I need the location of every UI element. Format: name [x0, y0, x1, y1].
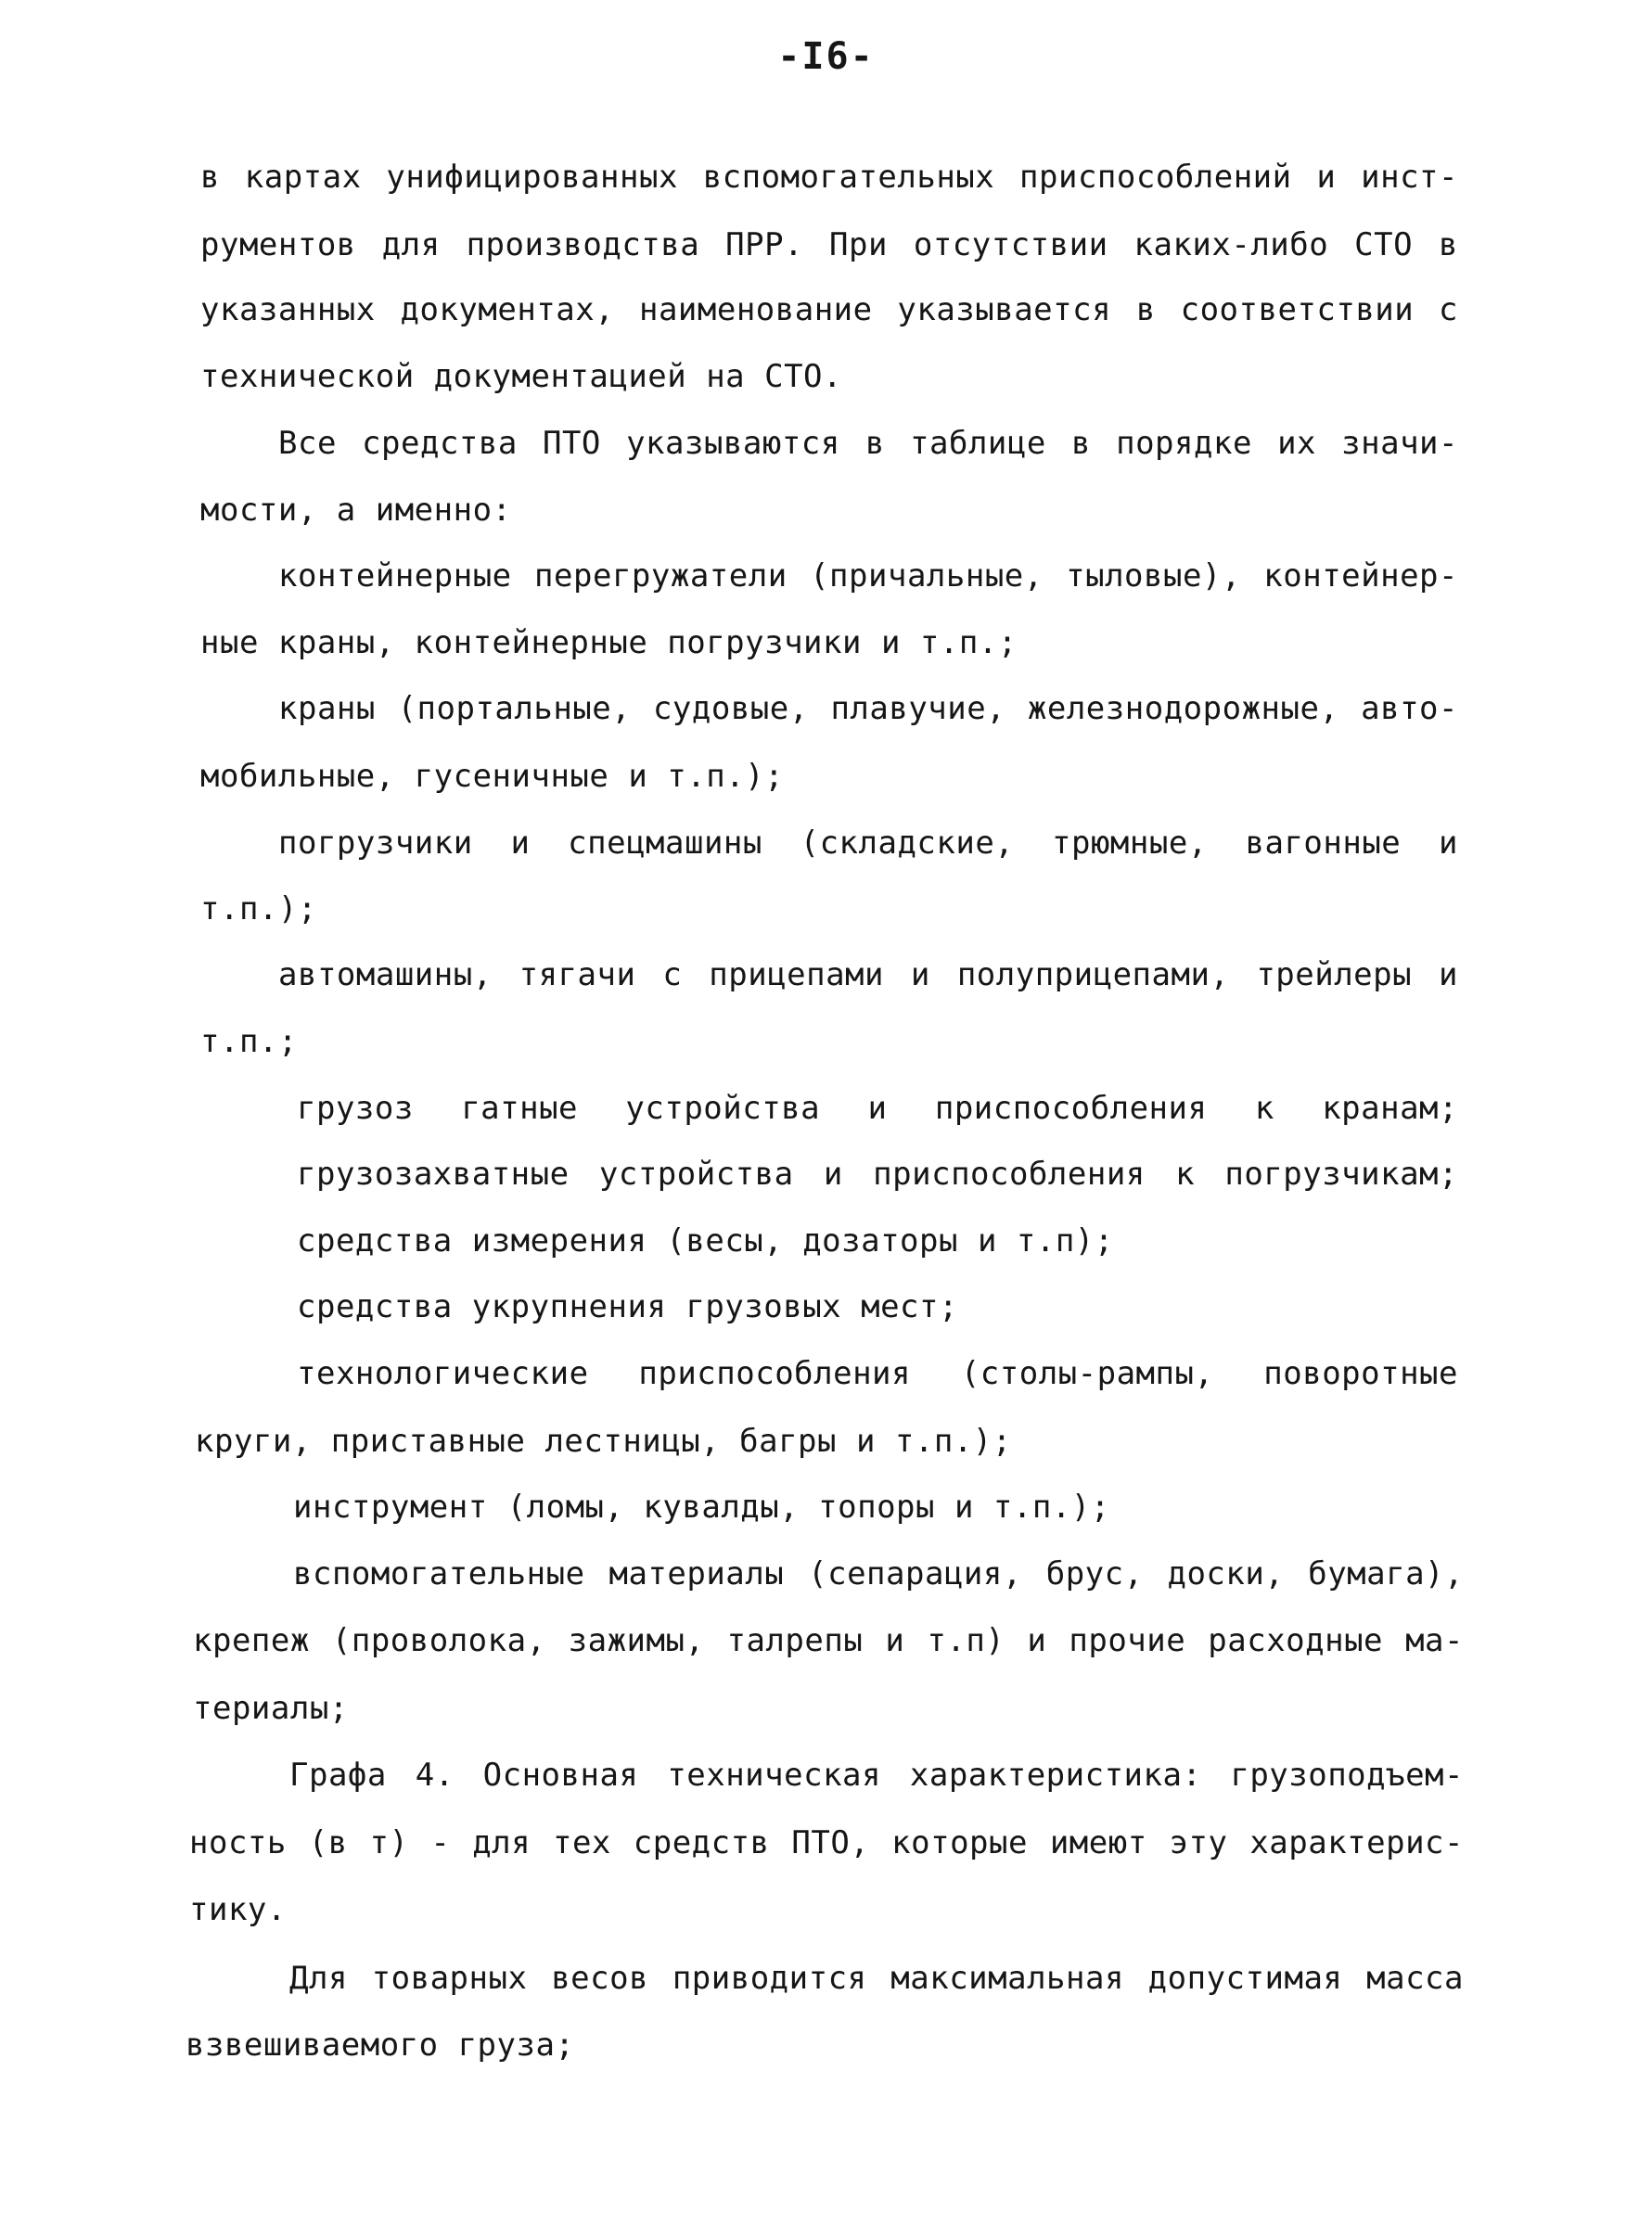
text-line-18: средства укрупнения грузовых мест; — [297, 1288, 958, 1325]
text-line-11: погрузчики и спецмашины (складские, трюмные, вагонные и — [278, 825, 1458, 862]
text-line-3: указанных документах, наименование указывается в соответствии с — [200, 291, 1458, 328]
text-line-1: в картах унифицированных вспомогательных приспособлений и инст- — [200, 159, 1458, 196]
page-number: -I6- — [777, 35, 875, 78]
text-line-20: круги, приставные лестницы, багры и т.п.); — [195, 1423, 1012, 1460]
text-line-26: ность (в т) - для тех средств ПТО, которые имеют эту характерис- — [189, 1824, 1464, 1861]
text-line-10: мобильные, гусеничные и т.п.); — [200, 758, 785, 795]
text-line-27: тику. — [189, 1891, 287, 1928]
text-line-17: средства измерения (весы, дозаторы и т.п); — [297, 1222, 1114, 1260]
text-line-29: взвешиваемого груза; — [186, 2027, 575, 2064]
text-line-12: т.п.); — [200, 890, 317, 927]
text-line-19: технологические приспособления (столы-рампы, поворотные — [297, 1355, 1458, 1392]
text-line-8: ные краны, контейнерные погрузчики и т.п.; — [200, 624, 1018, 661]
text-line-14: т.п.; — [200, 1023, 298, 1060]
text-line-16: грузозахватные устройства и приспособления к погрузчикам; — [297, 1156, 1458, 1193]
text-line-13: автомашины, тягачи с прицепами и полуприцепами, трейлеры и — [278, 956, 1458, 993]
text-line-6: мости, а именно: — [200, 492, 512, 529]
text-line-24: териалы; — [193, 1690, 349, 1727]
text-line-22: вспомогательные материалы (сепарация, брус, доски, бумага), — [293, 1555, 1464, 1592]
text-line-23: крепеж (проволока, зажимы, талрепы и т.п) и прочие расходные ма- — [193, 1622, 1464, 1659]
text-line-7: контейнерные перегружатели (причальные, тыловые), контейнер- — [278, 557, 1458, 595]
text-line-28: Для товарных весов приводится максимальная допустимая масса — [289, 1960, 1464, 1997]
text-line-21: инструмент (ломы, кувалды, топоры и т.п.); — [293, 1489, 1110, 1526]
text-line-2: рументов для производства ПРР. При отсутствии каких-либо СТО в — [200, 226, 1458, 263]
text-line-25: Графа 4. Основная техническая характеристика: грузоподъем- — [289, 1757, 1464, 1794]
text-line-15: грузоз гатные устройства и приспособления к кранам; — [297, 1090, 1458, 1127]
text-line-5: Все средства ПТО указываются в таблице в порядке их значи- — [278, 425, 1458, 462]
text-line-9: краны (портальные, судовые, плавучие, железнодорожные, авто- — [278, 690, 1458, 727]
text-line-4: технической документацией на СТО. — [200, 358, 843, 395]
